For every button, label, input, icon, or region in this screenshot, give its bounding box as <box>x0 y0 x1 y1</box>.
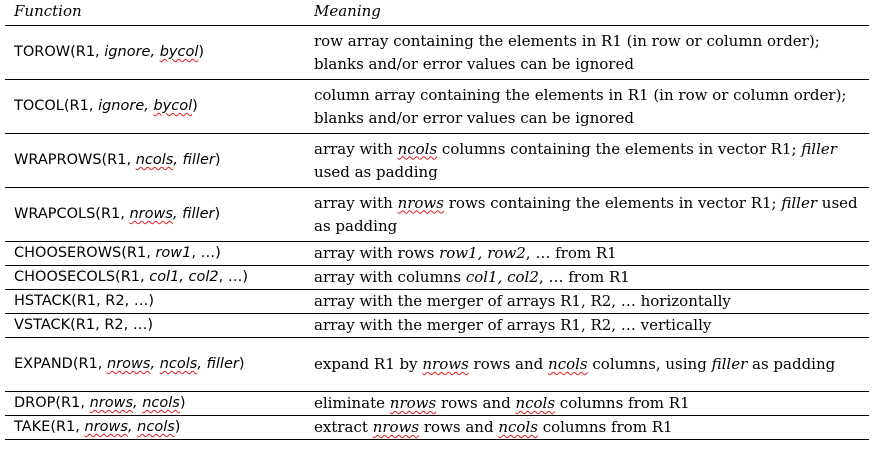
table-row <box>5 314 869 338</box>
text-run: CHOOSEROWS(R1, <box>14 245 156 261</box>
text-run: TOCOL(R1, <box>14 98 99 114</box>
function-cell <box>5 242 305 266</box>
text-run: TOROW(R1, <box>14 44 105 60</box>
text-run: nrows <box>372 418 420 436</box>
meaning-cell <box>305 134 869 188</box>
text-run: filler <box>711 355 748 373</box>
text-run: ) <box>192 98 198 114</box>
text-run: ncols <box>397 139 438 158</box>
text-run: columns from R1 <box>537 418 673 436</box>
functions-table <box>5 0 869 440</box>
text-run: WRAPROWS(R1, <box>14 152 136 168</box>
meaning-cell <box>305 80 869 134</box>
text-run: ignore <box>98 98 145 114</box>
text-run: col1, col2 <box>465 268 539 286</box>
text-run: extract <box>314 418 373 436</box>
table-row <box>5 26 869 80</box>
text-run: TAKE(R1, <box>14 419 85 435</box>
meaning-cell <box>305 392 869 416</box>
text-run: ncols <box>135 152 174 168</box>
text-run: HSTACK(R1, R2, …) <box>14 293 154 309</box>
text-run: ) <box>179 395 186 411</box>
text-run: , <box>150 356 160 372</box>
text-run: array with <box>314 139 398 158</box>
text-run: row1 <box>155 245 192 261</box>
text-run: ignore <box>104 44 151 60</box>
text-run: , <box>173 152 183 168</box>
function-column-header: Function <box>14 2 82 20</box>
text-run: , …) <box>191 245 221 261</box>
text-run: filler <box>182 206 215 222</box>
text-run: array with rows <box>314 244 440 262</box>
text-run: rows and <box>468 355 549 373</box>
text-run: , <box>172 206 183 222</box>
function-cell <box>5 134 305 188</box>
function-cell <box>5 26 305 80</box>
text-run: used as padding <box>314 162 438 181</box>
text-run: nrows <box>397 193 444 212</box>
table-row <box>5 266 869 290</box>
text-run: nrows <box>422 355 469 373</box>
text-run: as padding <box>747 355 836 373</box>
function-cell <box>5 290 305 314</box>
text-run: ) <box>214 206 221 222</box>
text-run: , …) <box>218 269 249 285</box>
table-row <box>5 242 869 266</box>
meaning-cell <box>305 242 869 266</box>
text-run: nrows <box>107 356 151 372</box>
text-run: ncols <box>515 394 556 412</box>
text-run: , <box>144 98 154 114</box>
text-run: used as padding <box>314 193 858 235</box>
text-run: nrows <box>84 419 128 435</box>
text-run: , … from R1 <box>525 244 617 262</box>
meaning-cell <box>305 188 869 242</box>
text-run: , <box>150 44 160 60</box>
text-run: columns, using <box>587 355 712 373</box>
text-run: DROP(R1, <box>14 395 90 411</box>
text-run: filler <box>182 152 215 168</box>
meaning-cell <box>305 266 869 290</box>
table-header <box>5 0 869 26</box>
text-run: filler <box>206 356 239 372</box>
table-body <box>5 26 869 440</box>
text-run: filler <box>801 139 837 158</box>
text-run: array with <box>314 193 398 212</box>
text-run: nrows <box>389 394 437 412</box>
text-run: array with the merger of arrays R1, R2, … horizontally <box>314 292 731 310</box>
meaning-cell <box>305 290 869 314</box>
text-run: bycol <box>153 98 193 114</box>
text-run: col1, col2 <box>149 269 219 285</box>
text-run: expand R1 by <box>314 355 423 373</box>
function-cell <box>5 188 305 242</box>
table-row <box>5 392 869 416</box>
table-row <box>5 188 869 242</box>
function-cell <box>5 338 305 392</box>
text-run: , <box>133 395 143 411</box>
text-run: , <box>197 356 207 372</box>
text-run: rows and <box>419 418 499 436</box>
table-row <box>5 290 869 314</box>
function-cell <box>5 266 305 290</box>
text-run: columns containing the elements in vector R1; <box>437 139 802 158</box>
text-run: row array containing the elements in R1 (in row or column order); blanks and/or error values can be ignored <box>314 31 820 73</box>
text-run: EXPAND(R1, <box>14 356 108 372</box>
meaning-cell <box>305 314 869 338</box>
text-run: nrows <box>129 206 173 222</box>
table-row <box>5 134 869 188</box>
text-run: , <box>127 419 138 435</box>
text-run: column array containing the elements in R1 (in row or column order); blanks and/or error values can be ignored <box>314 85 847 127</box>
meaning-cell <box>305 26 869 80</box>
text-run: CHOOSECOLS(R1, <box>14 269 150 285</box>
text-run: ncols <box>137 419 175 435</box>
text-run: array with columns <box>314 268 466 286</box>
text-run: nrows <box>89 395 134 411</box>
text-run: row1, row2 <box>439 244 526 262</box>
text-run: array with the merger of arrays R1, R2, … vertically <box>314 316 712 334</box>
text-run: ncols <box>159 356 198 372</box>
table-row <box>5 80 869 134</box>
text-run: bycol <box>159 44 199 60</box>
text-run: ncols <box>548 355 588 373</box>
text-run: eliminate <box>314 394 390 412</box>
text-run: rows and <box>436 394 516 412</box>
text-run: ) <box>238 356 245 372</box>
text-run: filler <box>781 193 818 212</box>
text-run: columns from R1 <box>555 394 690 412</box>
header-row <box>5 0 869 26</box>
table-row <box>5 338 869 392</box>
function-cell <box>5 80 305 134</box>
text-run: VSTACK(R1, R2, …) <box>14 317 154 333</box>
text-run: ncols <box>498 418 538 436</box>
text-run: ) <box>214 152 221 168</box>
meaning-column-header: Meaning <box>314 2 381 20</box>
meaning-cell <box>305 416 869 440</box>
meaning-cell <box>305 338 869 392</box>
text-run: , … from R1 <box>538 268 630 286</box>
text-run: WRAPCOLS(R1, <box>14 206 130 222</box>
text-run: rows containing the elements in vector R1; <box>443 193 782 212</box>
table-row <box>5 416 869 440</box>
function-cell <box>5 392 305 416</box>
text-run: ) <box>198 44 205 60</box>
function-cell <box>5 314 305 338</box>
function-cell <box>5 416 305 440</box>
text-run: ) <box>174 419 181 435</box>
text-run: ncols <box>142 395 180 411</box>
